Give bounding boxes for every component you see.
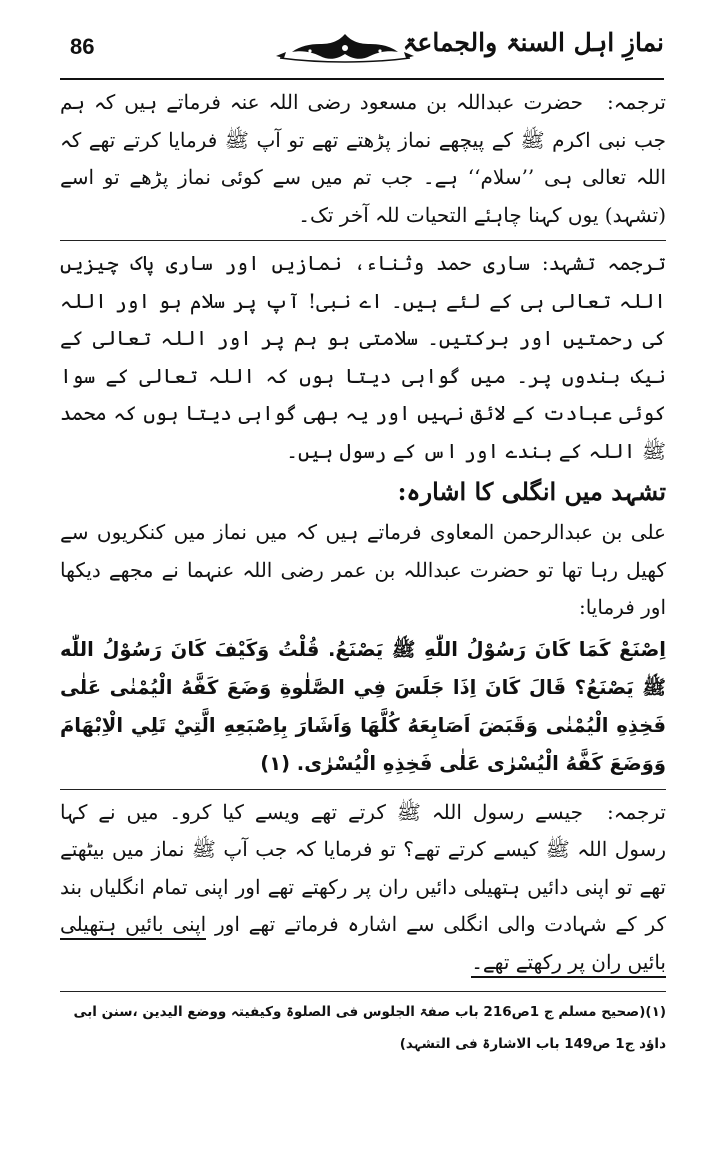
section-divider — [60, 240, 666, 241]
tashahhud-label: ترجمہ تشہد: — [541, 251, 666, 275]
underlined-closing-text: اپنی بائیں ہتھیلی بائیں ران پر رکھتے تھے۔ — [60, 912, 666, 978]
footnote-line-2: داؤد ج1 ص149 باب الاشارۃ فی التشہد) — [399, 1036, 666, 1052]
footnote-divider — [60, 991, 666, 992]
book-title: نمازِ اہل السنۃ والجماعۃ — [402, 28, 664, 57]
section-heading: تشہد میں انگلی کا اشارہ: — [397, 477, 666, 506]
arabic-hadith-text: اِصْنَعْ كَمَا كَانَ رَسُوْلُ اللّٰهِ ﷺ يَصْنَعُ. قُلْتُ وَكَيْفَ كَانَ رَسُوْلُ اللّٰه ﷺ يَصْنَعُ؟ قَالَ كَانَ اِذَا جَلَسَ فِي الصَّلٰوةِ وَضَعَ كَفَّهُ الْيُمْنٰى عَلٰى فَخِذِهِ الْيُمْنٰى وَقَبَضَ اَصَابِعَهُ كُلَّهَا وَاَشَارَ بِاِصْبَعِهِ الَّتِيْ تَلِي الْاِبْهَامَ وَوَضَعَ كَفَّهُ الْيُسْرٰى عَلٰى فَخِذِهِ الْيُسْرٰى. (۱) — [60, 637, 666, 775]
tashahhud-translation-text: ساری حمد وثناء، نمازیں اور ساری پاک چیزیں اللہ تعالی ہی کے لئے ہیں۔ اے نبی! آپ پر سلام ہو اور اللہ کی رحمتیں اور برکتیں۔ سلامتی ہو ہم پر اور اللہ تعالی کے نیک بندوں پر۔ میں گواہی دیتا ہوں کہ اللہ تعالی کے سوا کوئی عبادت کے لائق نہیں اور یہ بھی گواہی دیتا ہوں کہ محمد ﷺ اللہ کے بندے اور اس کے رسول ہیں۔ — [60, 251, 666, 463]
page-body — [60, 84, 666, 1060]
translation-label: ترجمہ: — [607, 799, 666, 824]
page-header — [60, 24, 664, 74]
narration-paragraph: علی بن عبدالرحمن المعاوی فرماتے ہیں کہ میں نماز میں کنکریوں سے کھیل رہا تھا تو حضرت عبداللہ بن عمر رضی اللہ عنہما نے مجھے دیکھا اور فرمایا: — [60, 520, 666, 619]
header-rule — [60, 78, 664, 80]
translation-text-1: حضرت عبداللہ بن مسعود رضی اللہ عنہ فرماتے ہیں کہ ہم جب نبی اکرم ﷺ کے پیچھے نماز پڑھتے تھے تو آپ ﷺ فرمایا کرتے تھے کہ اللہ تعالی ہی ’’سلام‘‘ ہے۔ جب تم میں سے کوئی نماز پڑھے تو اسے (تشہد) یوں کہنا چاہئے التحیات للہ آخر تک۔ — [60, 90, 666, 227]
translation-text-2: جیسے رسول اللہ ﷺ کرتے تھے ویسے کیا کرو۔ میں نے کہا رسول اللہ ﷺ کیسے کرتے تھے؟ تو فرمایا کہ جب آپ ﷺ نماز میں بیٹھتے تھے تو اپنی دائیں ہتھیلی دائیں ران پر رکھتے تھے اور اپنی تمام انگلیاں بند کر کے شہادت والی انگلی سے اشارہ فرماتے تھے اور — [60, 799, 666, 936]
translation-label: ترجمہ: — [607, 90, 666, 114]
section-divider — [60, 789, 666, 790]
translation-paragraph-1 — [60, 84, 666, 234]
tashahhud-translation-paragraph — [60, 245, 666, 470]
page-number: 86 — [70, 34, 95, 59]
footnote-line-1: (۱)(صحیح مسلم ج 1ص216 باب صفۃ الجلوس فی الصلوۃ وکیفیتہ ووضع الیدین ،سنن ابی — [73, 1004, 666, 1020]
translation-paragraph-2 — [60, 794, 666, 982]
ornament-icon — [270, 32, 420, 64]
